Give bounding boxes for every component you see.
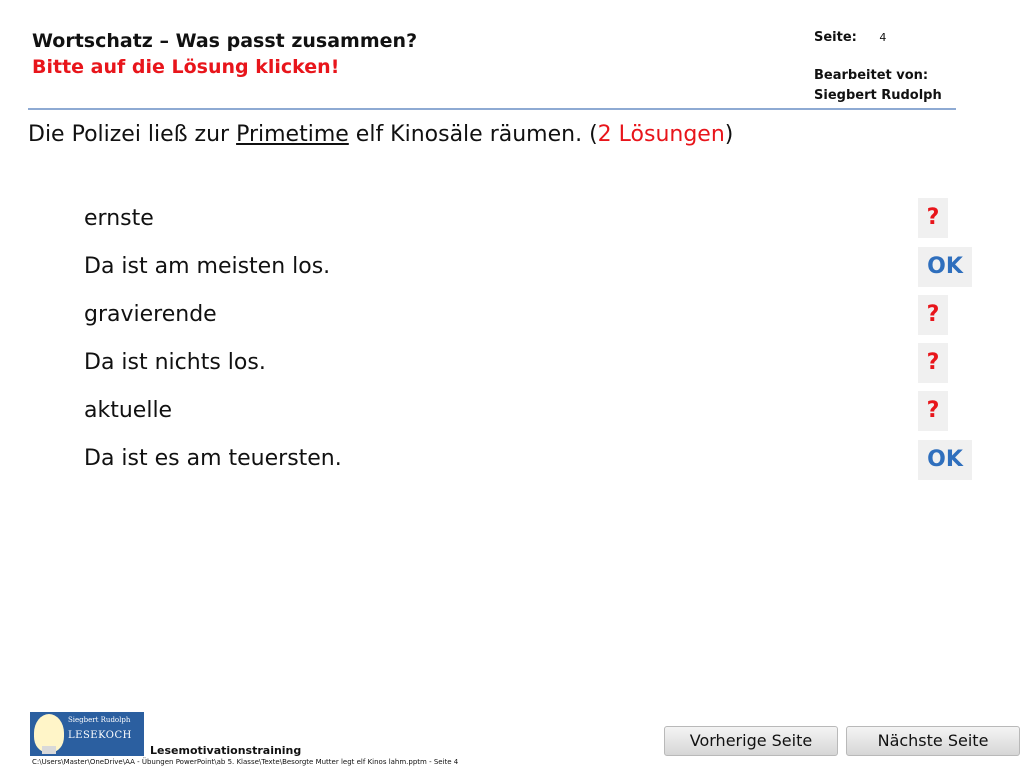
- lightbulb-base-icon: [42, 746, 56, 754]
- answer-check-button[interactable]: ?: [918, 343, 948, 383]
- answer-check-button[interactable]: ?: [918, 295, 948, 335]
- file-path: C:\Users\Master\OneDrive\AA - Übungen PowerPoint\ab 5. Klasse\Texte\Besorgte Mutter legt elf Kinos lahm.pptm - Seite 4: [32, 758, 459, 766]
- slide-title-block: [32, 28, 417, 80]
- previous-page-button[interactable]: Vorherige Seite: [664, 726, 838, 756]
- solution-count-hint: 2 Lösungen: [597, 122, 725, 147]
- logo-author-name: Siegbert Rudolph: [68, 716, 131, 724]
- answer-option: ernste: [84, 206, 154, 231]
- editor-name: Siegbert Rudolph: [814, 88, 942, 103]
- header-divider: [28, 108, 956, 110]
- logo-brand-name: LESEKOCH: [68, 730, 132, 741]
- answer-option: Da ist nichts los.: [84, 350, 266, 375]
- slide-meta: [814, 28, 942, 103]
- answer-option: aktuelle: [84, 398, 173, 423]
- question-keyword: Primetime: [236, 122, 349, 147]
- slide-title: Wortschatz – Was passt zusammen?: [32, 30, 418, 52]
- answer-option: Da ist es am teuersten.: [84, 446, 342, 471]
- editor-label: Bearbeitet von:: [814, 68, 929, 83]
- page-number: 4: [879, 31, 887, 44]
- page-label: Seite:: [814, 30, 857, 45]
- training-label: Lesemotivationstraining: [150, 744, 302, 757]
- instruction-text: Bitte auf die Lösung klicken!: [32, 56, 340, 78]
- answer-option: Da ist am meisten los.: [84, 254, 331, 279]
- answer-check-button[interactable]: ?: [918, 391, 948, 431]
- question-text-after: elf Kinosäle räumen. (: [348, 122, 598, 147]
- answer-option: gravierende: [84, 302, 217, 327]
- lesekoch-logo: [30, 712, 144, 756]
- editor-info: [814, 66, 964, 106]
- answer-ok-button[interactable]: OK: [918, 247, 972, 287]
- question-text-before: Die Polizei ließ zur: [28, 122, 237, 147]
- answer-ok-button[interactable]: OK: [918, 440, 972, 480]
- next-page-button[interactable]: Nächste Seite: [846, 726, 1020, 756]
- answer-check-button[interactable]: ?: [918, 198, 948, 238]
- question-close-paren: ): [724, 122, 734, 147]
- question-sentence: [28, 120, 733, 150]
